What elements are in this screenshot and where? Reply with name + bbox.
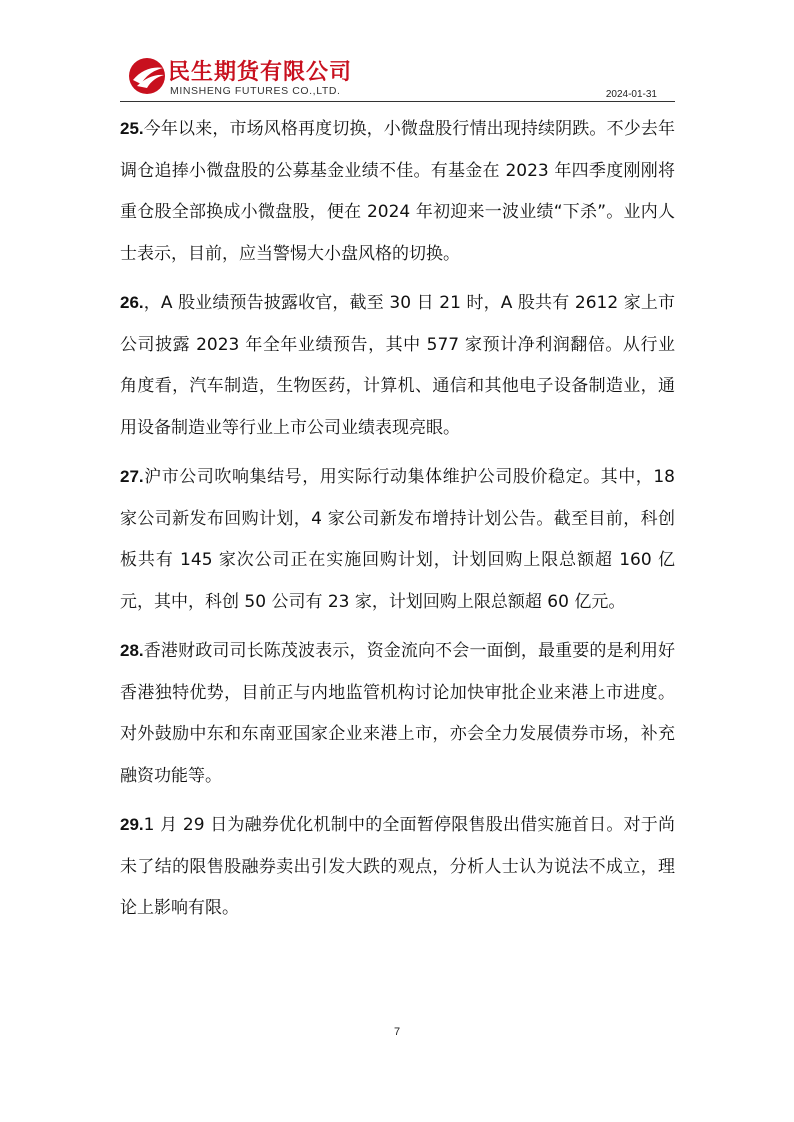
news-paragraph [120,456,675,623]
company-name-cn: 民生期货有限公司 [168,60,353,85]
news-paragraph [120,108,675,275]
news-item-29 [120,804,675,930]
company-name-en: MINSHENG FUTURES CO.,LTD. [170,85,341,97]
item-text: 今年以来，市场风格再度切换，小微盘股行情出现持续阴跌。不少去年调仓追捧小微盘股的公募基金业绩不佳。有基金在 2023 年四季度刚刚将重仓股全部换成小微盘股，便在 2024 年初迎来一波业绩“下杀”。业内人士表示，目前，应当警惕大小盘风格的切换。 [120,119,675,264]
news-paragraph [120,804,675,930]
news-item-27 [120,456,675,623]
news-item-28 [120,630,675,797]
header-divider [120,101,675,102]
item-text: ，A 股业绩预告披露收官，截至 30 日 21 时，A 股共有 2612 家上市公司披露 2023 年全年业绩预告，其中 577 家预计净利润翻倍。从行业角度看，汽车制造，生物医药，计算机、通信和其他电子设备制造业，通用设备制造业等行业上市公司业绩表现亮眼。 [120,293,675,438]
item-text: 沪市公司吹响集结号，用实际行动集体维护公司股价稳定。其中，18 家公司新发布回购计划，4 家公司新发布增持计划公告。截至目前，科创板共有 145 家次公司正在实施回购计划，计划回购上限总额超 160 亿元，其中，科创 50 公司有 23 家，计划回购上限总额超 60 亿元。 [120,467,675,612]
news-paragraph [120,282,675,449]
minsheng-logo-icon [127,56,167,96]
page-number: 7 [393,1026,401,1038]
news-paragraph [120,630,675,797]
news-item-25 [120,108,675,275]
report-date: 2024-01-31 [605,89,657,100]
item-number: 25. [120,119,144,138]
news-item-26 [120,282,675,449]
item-number: 27. [120,467,144,486]
page-header [120,52,675,102]
item-number: 29. [120,815,144,834]
news-list [120,108,675,930]
item-number: 28. [120,641,144,660]
item-number: 26. [120,293,144,312]
item-text: 1 月 29 日为融券优化机制中的全面暂停限售股出借实施首日。对于尚未了结的限售股融券卖出引发大跌的观点，分析人士认为说法不成立，理论上影响有限。 [120,815,675,918]
item-text: 香港财政司司长陈茂波表示，资金流向不会一面倒，最重要的是利用好香港独特优势，目前正与内地监管机构讨论加快审批企业来港上市进度。对外鼓励中东和东南亚国家企业来港上市，亦会全力发展债券市场，补充融资功能等。 [120,641,675,786]
